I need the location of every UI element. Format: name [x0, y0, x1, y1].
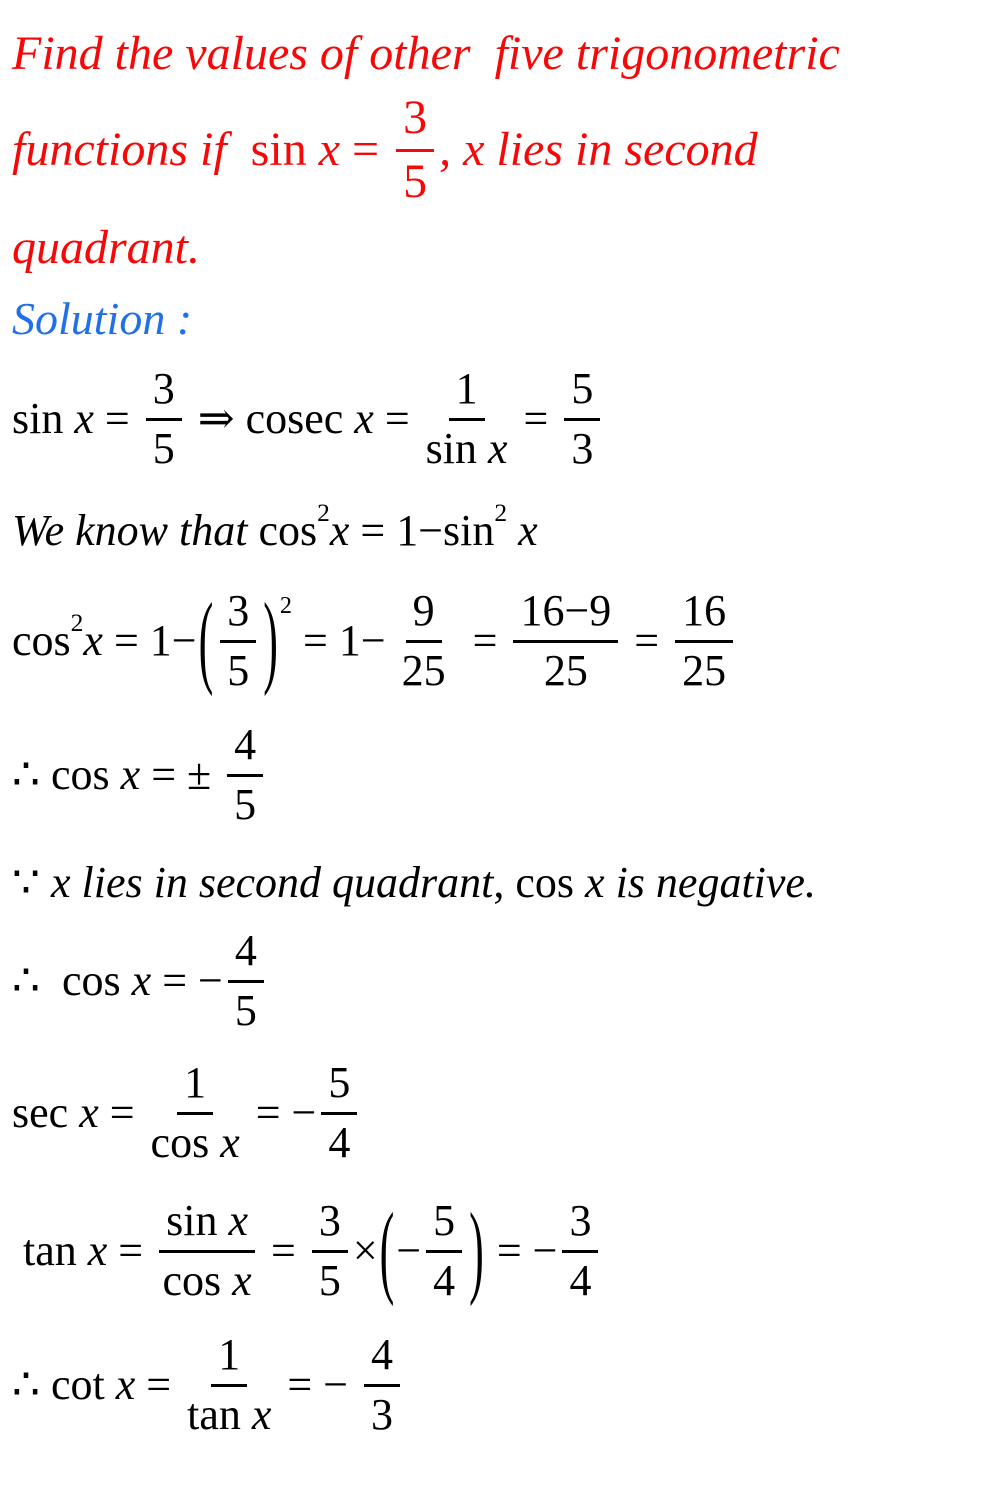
math-text: = −	[151, 955, 223, 1005]
math-text: 5	[234, 779, 257, 829]
step-cos-pm	[12, 716, 268, 834]
step-cosec	[12, 358, 605, 480]
fraction	[426, 1197, 462, 1305]
math-text: x	[120, 749, 141, 799]
fraction	[220, 587, 256, 695]
math-text: x	[488, 423, 508, 473]
math-text: = −	[244, 1087, 317, 1137]
math-text: ⇒ cosec	[186, 393, 355, 443]
math-text: x	[115, 1359, 136, 1409]
numerator	[312, 1197, 348, 1252]
superscript: 2	[494, 497, 508, 527]
step-sec	[12, 1050, 362, 1176]
math-text: ∴ cot	[12, 1359, 116, 1409]
numerator	[562, 1197, 598, 1252]
superscript: 2	[70, 607, 84, 637]
numerator	[159, 1197, 255, 1252]
solution-label	[12, 286, 192, 352]
math-text: = ±	[140, 749, 223, 799]
numerator	[146, 365, 182, 420]
math-text: =	[623, 615, 671, 665]
math-text: ×	[352, 1225, 378, 1275]
denominator	[187, 1387, 271, 1439]
step-tan	[12, 1184, 603, 1318]
numerator	[321, 1059, 357, 1114]
math-text: 5	[328, 1058, 351, 1108]
math-text: We know that	[12, 505, 259, 555]
problem-line-2	[12, 92, 758, 208]
math-text: tan	[12, 1225, 88, 1275]
denominator	[402, 643, 446, 695]
math-text: =	[107, 1225, 155, 1275]
math-text: , cos	[493, 857, 586, 907]
denominator	[162, 1253, 251, 1305]
math-text: 25	[682, 645, 727, 695]
math-text: 3	[152, 364, 175, 414]
math-text: 1	[455, 364, 478, 414]
math-text: −	[396, 1225, 422, 1275]
math-text: 25	[401, 645, 446, 695]
problem-line-3	[12, 210, 200, 286]
math-text: 4	[234, 926, 257, 976]
math-text: sin	[12, 393, 75, 443]
fraction	[146, 365, 182, 473]
fraction	[151, 1059, 240, 1167]
numerator	[177, 1059, 213, 1114]
math-text: =	[373, 393, 421, 443]
denominator	[235, 983, 257, 1035]
math-text: 5	[318, 1255, 341, 1305]
denominator	[153, 421, 175, 473]
denominator	[328, 1115, 350, 1167]
math-text: 16	[682, 586, 727, 636]
fraction	[396, 92, 434, 209]
math-text: x	[251, 1389, 272, 1439]
math-text: = 1−sin	[349, 505, 495, 555]
math-text: 1	[218, 1330, 241, 1380]
numerator	[564, 365, 600, 420]
math-text: 3	[318, 1196, 341, 1246]
math-text: x	[354, 393, 374, 443]
math-text: =	[260, 1225, 307, 1275]
big-paren-icon: )	[263, 582, 278, 698]
numerator	[396, 92, 434, 152]
numerator	[220, 587, 256, 642]
math-text: x	[329, 505, 350, 555]
denominator	[371, 1387, 393, 1439]
fraction	[562, 1197, 598, 1305]
math-text: x is negative.	[585, 857, 816, 907]
math-text: 5	[234, 985, 257, 1035]
numerator	[675, 587, 733, 642]
math-text: cos	[12, 615, 71, 665]
fraction	[364, 1331, 400, 1439]
math-text: sin	[250, 122, 319, 176]
math-text: 4	[569, 1255, 592, 1305]
math-text: functions if	[12, 122, 251, 176]
math-text: 3	[227, 586, 250, 636]
math-text: sin	[166, 1196, 229, 1246]
math-text: 4	[371, 1330, 394, 1380]
identity-line	[12, 494, 538, 568]
math-text: sec	[12, 1087, 80, 1137]
math-text: 16−9	[520, 586, 612, 636]
numerator	[406, 587, 442, 642]
math-text: =	[98, 1087, 146, 1137]
math-text: x lies in second quadrant	[51, 857, 494, 907]
math-text: 4	[433, 1255, 456, 1305]
fraction	[312, 1197, 348, 1305]
denominator	[227, 643, 249, 695]
math-text: = −	[276, 1359, 360, 1409]
math-text: 4	[328, 1117, 351, 1167]
math-text: =	[93, 393, 141, 443]
denominator	[403, 152, 427, 209]
math-text: quadrant.	[12, 220, 201, 274]
math-text: x	[232, 1255, 252, 1305]
math-text: 3	[571, 423, 594, 473]
fraction	[402, 587, 446, 695]
math-text: sin	[425, 423, 489, 473]
math-text: 5	[152, 423, 175, 473]
math-text: ∴ cos	[12, 955, 132, 1005]
denominator	[544, 643, 588, 695]
math-text: ∵	[12, 857, 51, 907]
fraction	[159, 1197, 255, 1305]
fraction	[426, 365, 508, 473]
math-text: x	[318, 122, 340, 176]
denominator	[151, 1115, 240, 1167]
numerator	[513, 587, 618, 642]
math-text: = −	[485, 1225, 558, 1275]
math-text: x	[74, 393, 94, 443]
math-text: 5	[227, 645, 250, 695]
math-text: x	[83, 615, 103, 665]
fraction	[227, 721, 263, 829]
math-text: 25	[543, 645, 588, 695]
math-text: cos	[162, 1255, 233, 1305]
big-paren-icon: (	[198, 582, 214, 698]
denominator	[433, 1253, 455, 1305]
denominator	[426, 421, 508, 473]
denominator	[569, 1253, 591, 1305]
denominator	[234, 777, 256, 829]
math-text: 1	[184, 1058, 207, 1108]
step-cot	[12, 1324, 405, 1446]
math-text: tan	[187, 1389, 252, 1439]
math-text: 5	[403, 154, 428, 208]
math-text: x	[507, 505, 538, 555]
numerator	[227, 721, 263, 776]
math-text: 5	[433, 1196, 456, 1246]
fraction	[675, 587, 733, 695]
math-text: Solution :	[12, 292, 193, 344]
numerator	[426, 1197, 462, 1252]
big-paren-icon: )	[469, 1192, 484, 1308]
fraction	[228, 927, 264, 1035]
math-text: Find the values of other five trigonometric	[12, 26, 840, 80]
denominator	[571, 421, 593, 473]
reason-line	[12, 850, 816, 916]
step-cos-negative	[12, 920, 269, 1042]
math-text: x	[228, 1196, 249, 1246]
math-text: x	[131, 955, 152, 1005]
math-text: 3	[371, 1389, 394, 1439]
math-text: =	[450, 615, 509, 665]
numerator	[211, 1331, 247, 1386]
math-text: =	[512, 393, 560, 443]
fraction	[321, 1059, 357, 1167]
superscript: 2	[317, 497, 330, 527]
math-text: 9	[412, 586, 435, 636]
numerator	[364, 1331, 400, 1386]
math-text: = 1−	[292, 615, 397, 665]
math-text: 4	[234, 720, 257, 770]
math-text: x	[220, 1117, 240, 1167]
math-text: =	[340, 122, 392, 176]
math-text: =	[135, 1359, 183, 1409]
math-text: 3	[569, 1196, 592, 1246]
math-text: cos	[150, 1117, 221, 1167]
fraction	[187, 1331, 271, 1439]
numerator	[228, 927, 264, 982]
denominator	[682, 643, 726, 695]
math-text: = 1−	[102, 615, 197, 665]
math-text: ∴ cos	[12, 749, 121, 799]
fraction	[564, 365, 600, 473]
denominator	[319, 1253, 341, 1305]
math-text: cos	[258, 505, 318, 555]
step-cos-squared	[12, 580, 738, 702]
fraction	[513, 587, 618, 695]
math-text: 5	[571, 364, 594, 414]
big-paren-icon: (	[379, 1192, 395, 1308]
math-text: 3	[403, 90, 428, 144]
problem-line-1	[12, 16, 840, 92]
math-text: , x lies in second	[439, 122, 758, 176]
superscript: 2	[279, 591, 292, 619]
math-text: x	[79, 1087, 99, 1137]
math-text: x	[87, 1225, 108, 1275]
numerator	[449, 365, 485, 420]
